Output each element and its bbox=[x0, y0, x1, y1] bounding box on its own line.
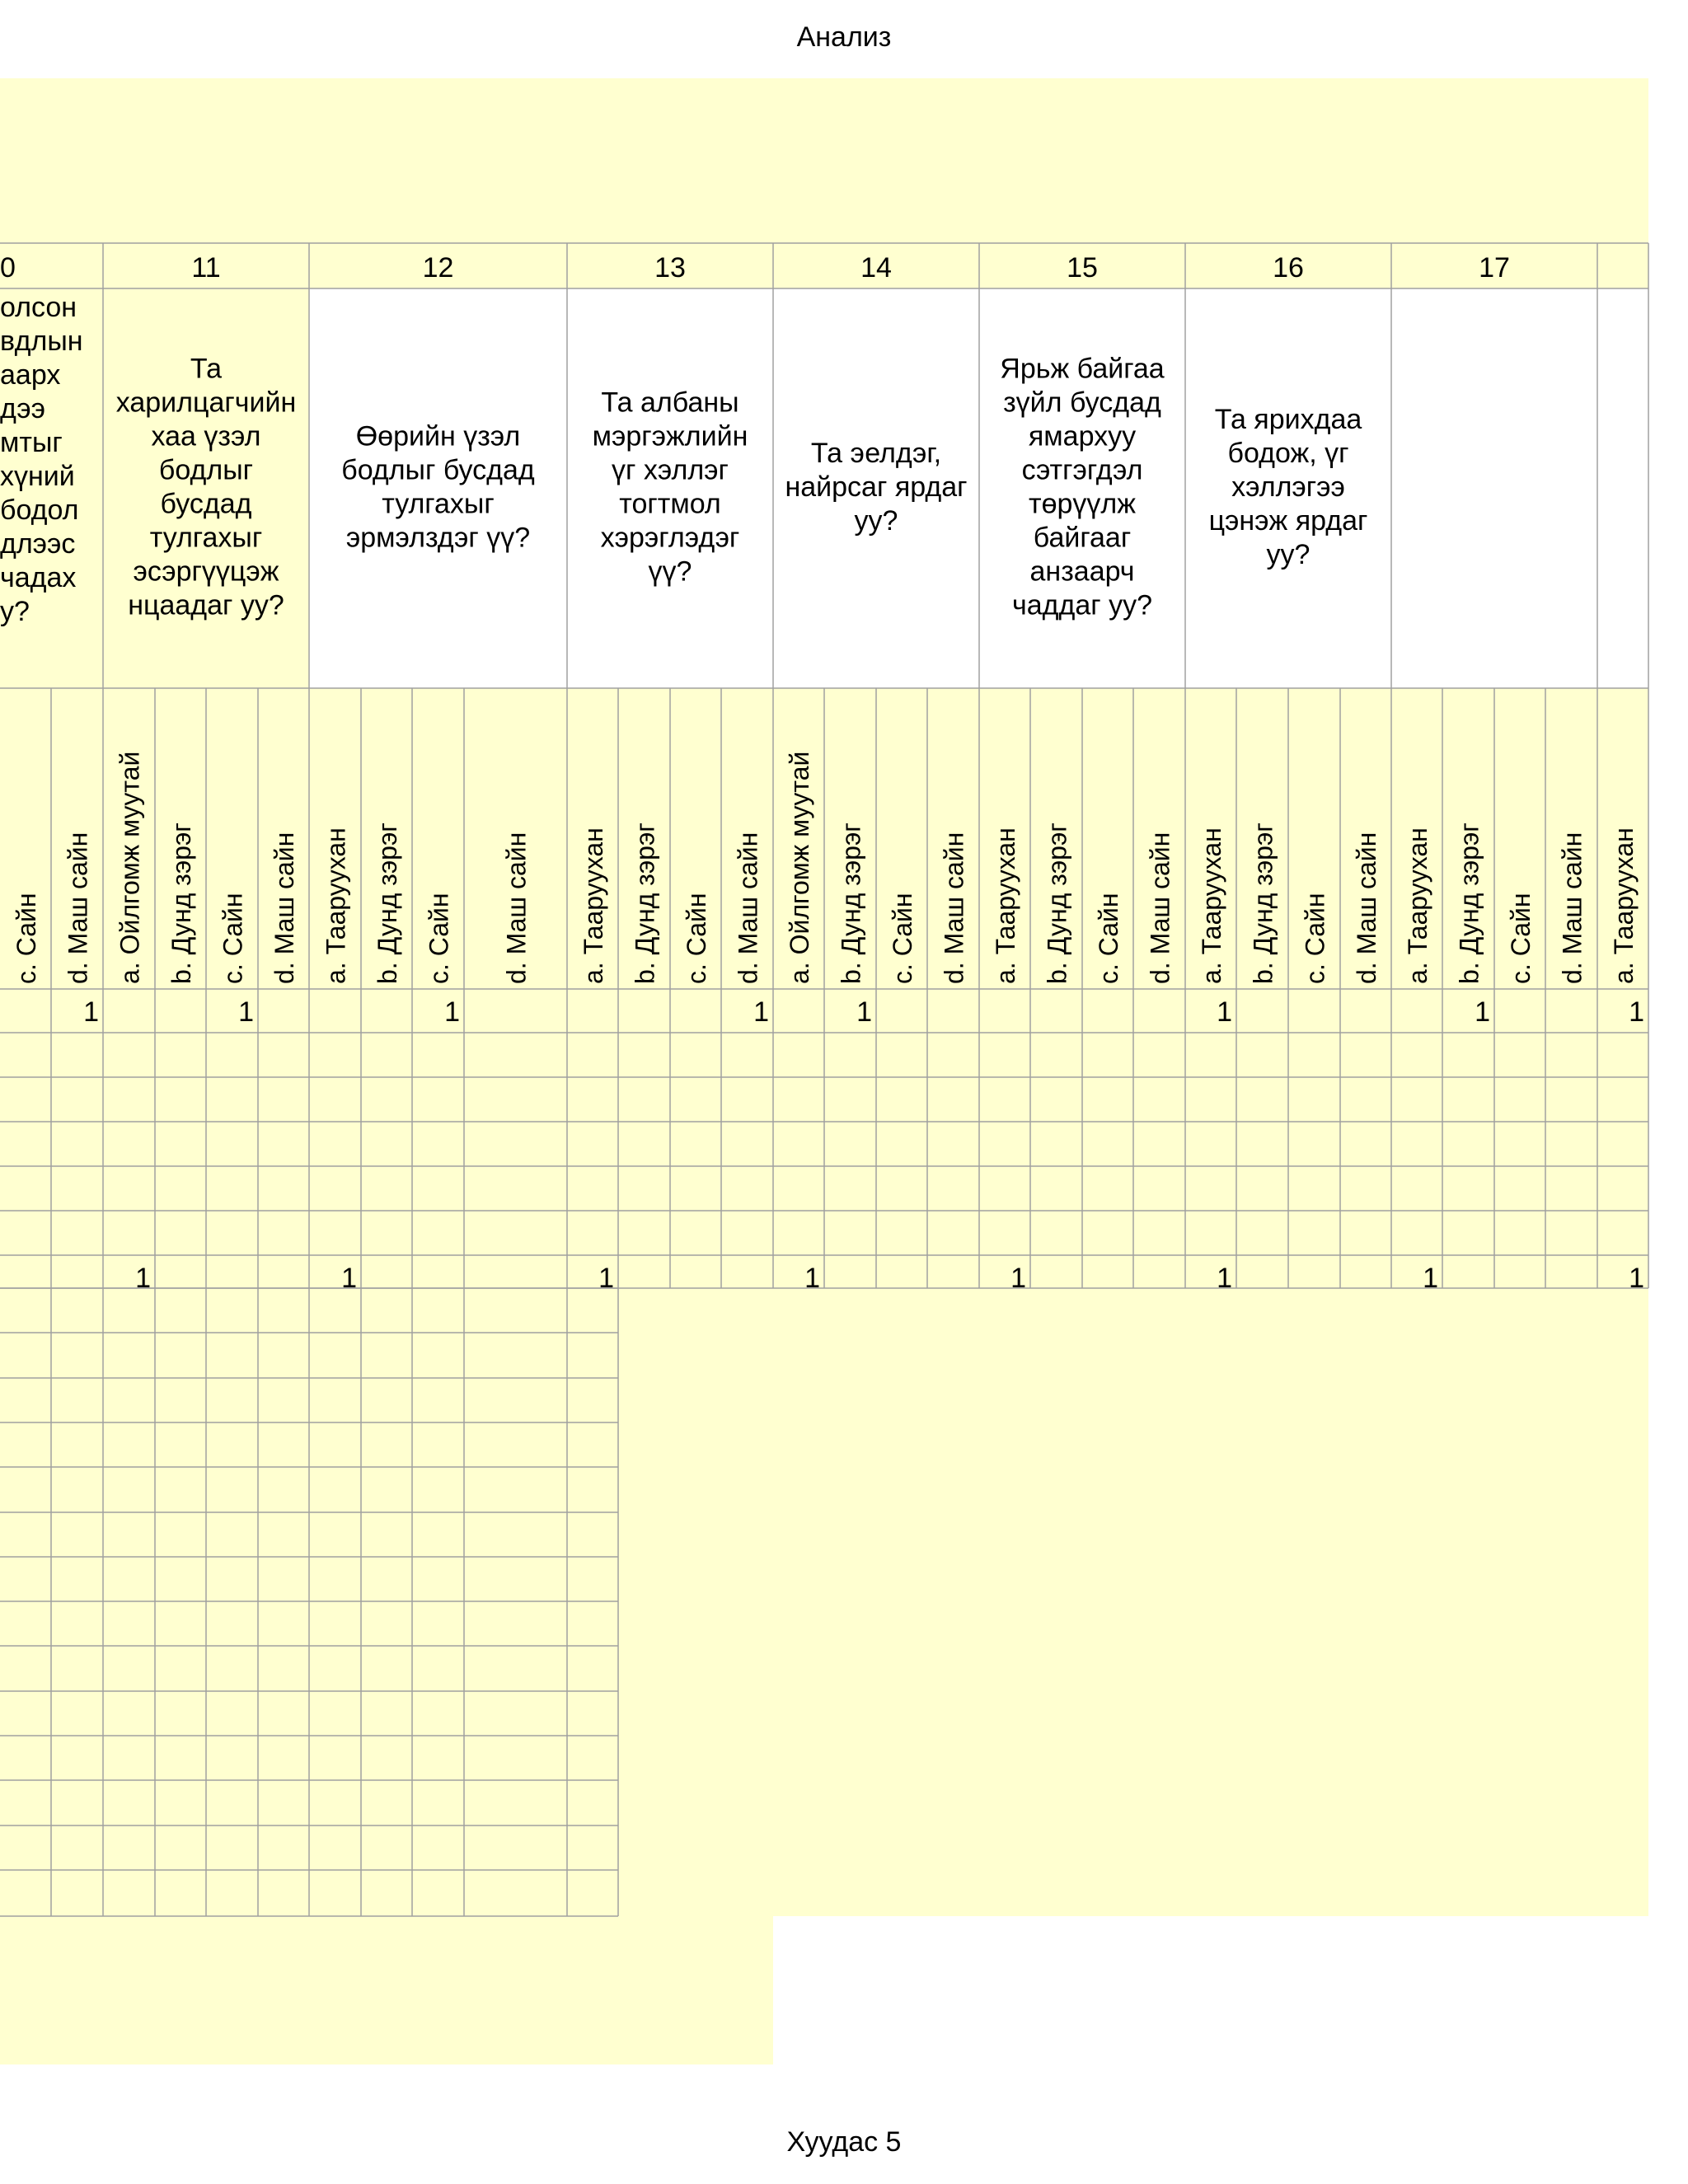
option-label: d. Маш сайн bbox=[1352, 832, 1381, 984]
option-label: d. Маш сайн bbox=[939, 832, 969, 984]
option-label: c. Сайн bbox=[1094, 893, 1123, 984]
question-number: 12 bbox=[422, 252, 454, 284]
option-label: a. Тааруухан bbox=[1197, 827, 1226, 984]
option-label: a. Тааруухан bbox=[1403, 827, 1432, 984]
question-number: 17 bbox=[1479, 252, 1510, 284]
cell-value: 1 bbox=[1217, 1263, 1232, 1294]
question-text: Та ярихдаа бодож, үг хэллэгээ цэнэж ярдаг уу? bbox=[1208, 404, 1368, 570]
option-label: d. Маш сайн bbox=[733, 832, 763, 984]
option-label: c. Сайн bbox=[424, 893, 454, 984]
cell-value: 1 bbox=[753, 996, 769, 1028]
option-label: d. Маш сайн bbox=[63, 832, 93, 984]
option-label: d. Маш сайн bbox=[501, 832, 532, 984]
option-label: c. Сайн bbox=[1300, 893, 1330, 984]
page-header-title: Анализ bbox=[796, 21, 892, 53]
cell-value: 1 bbox=[238, 996, 254, 1028]
question-text: олсон вдлын аарх дээ мтыг хүний бодол длээс чадах у? bbox=[0, 292, 83, 627]
option-label: b. Дунд зэрэг bbox=[373, 823, 402, 984]
cell-value: 1 bbox=[804, 1263, 820, 1294]
option-label: a. Тааруухан bbox=[1609, 827, 1639, 984]
cell-value: 1 bbox=[1475, 996, 1490, 1028]
question-number: 11 bbox=[191, 252, 221, 284]
option-label: b. Дунд зэрэг bbox=[166, 823, 196, 984]
question-text: Та харилцагчийн хаа үзэл бодлыг бусдад тулгахыг эсэргүүцэж нцаадаг уу? bbox=[115, 353, 297, 621]
option-label: a. Тааруухан bbox=[579, 827, 608, 984]
option-label: d. Маш сайн bbox=[270, 832, 299, 984]
option-label: a. Ойлгомж муутай bbox=[115, 751, 145, 984]
option-label: c. Сайн bbox=[682, 893, 711, 984]
question-text: Та эелдэг, найрсаг ярдаг уу? bbox=[785, 438, 968, 537]
option-label: c. Сайн bbox=[1506, 893, 1536, 984]
option-label: b. Дунд зэрэг bbox=[1042, 823, 1072, 984]
cell-value: 1 bbox=[1629, 996, 1644, 1028]
option-label: b. Дунд зэрэг bbox=[630, 823, 660, 984]
question-number: 0 bbox=[0, 252, 16, 284]
cell-value: 1 bbox=[1217, 996, 1232, 1028]
question-text: Өөрийн үзэл бодлыг бусдад тулгахыг эрмэлздэг үү? bbox=[341, 420, 535, 554]
cell-value: 1 bbox=[341, 1263, 357, 1294]
option-label: d. Маш сайн bbox=[1557, 832, 1587, 984]
cell-value: 1 bbox=[1010, 1263, 1026, 1294]
option-label: b. Дунд зэрэг bbox=[1248, 823, 1278, 984]
cell-value: 1 bbox=[83, 996, 99, 1028]
option-label: b. Дунд зэрэг bbox=[1454, 823, 1484, 984]
question-text: Та албаны мэргэжлийн үг хэллэг тогтмол хэрэглэдэг үү? bbox=[592, 387, 748, 588]
question-number: 14 bbox=[860, 252, 892, 284]
question-text: Ярьж байгаа зүйл бусдад ямархуу сэтгэгдэл төрүүлж байгааг анзаарч чаддаг уу? bbox=[1000, 353, 1165, 621]
page-footer-label: Хуудас 5 bbox=[786, 2126, 902, 2158]
option-label: c. Сайн bbox=[888, 893, 917, 984]
cell-value: 1 bbox=[1423, 1263, 1438, 1294]
option-label: b. Дунд зэрэг bbox=[836, 823, 866, 984]
cell-value: 1 bbox=[135, 1263, 151, 1294]
cell-value: 1 bbox=[598, 1263, 614, 1294]
option-label: a. Тааруухан bbox=[991, 827, 1020, 984]
question-number: 16 bbox=[1273, 252, 1304, 284]
cell-value: 1 bbox=[1629, 1263, 1644, 1294]
option-label: a. Ойлгомж муутай bbox=[785, 751, 814, 984]
option-label: a. Тааруухан bbox=[321, 827, 351, 984]
cell-value: 1 bbox=[856, 996, 872, 1028]
question-number: 13 bbox=[654, 252, 686, 284]
option-label: c. Сайн bbox=[218, 893, 248, 984]
cell-value: 1 bbox=[444, 996, 460, 1028]
option-label: d. Маш сайн bbox=[1145, 832, 1175, 984]
question-number: 15 bbox=[1067, 252, 1098, 284]
option-label: c. Сайн bbox=[12, 893, 41, 984]
